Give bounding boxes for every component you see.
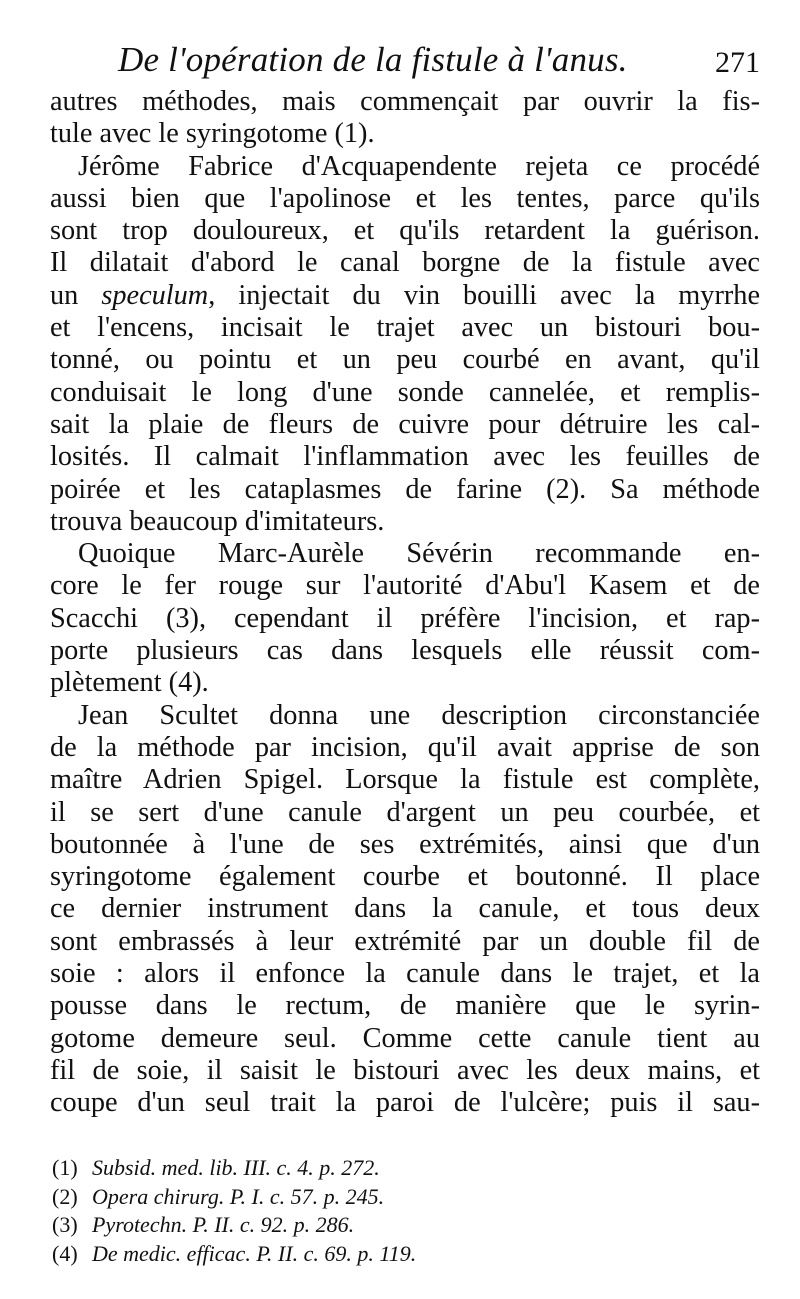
footnote-marker: (4) xyxy=(52,1240,78,1266)
text-line: trouva beaucoup d'imitateurs. xyxy=(50,505,385,537)
footnote-marker: (3) xyxy=(52,1212,78,1237)
footnote-marker: (1) xyxy=(52,1155,78,1180)
text-line: Scacchi (3), cependant il préfère l'incision, et rap- xyxy=(50,602,760,634)
page-header xyxy=(110,38,770,82)
text-line: core le fer rouge sur l'autorité d'Abu'l Kasem et de xyxy=(50,570,760,602)
text-line: syringotome également courbe et boutonné. Il place xyxy=(50,861,760,893)
footnote-reference: Subsid. med. lib. III. c. 4. p. 272. xyxy=(92,1155,380,1180)
text-line: pousse dans le rectum, de manière que le syrin- xyxy=(50,990,760,1022)
text-line: un speculum, injectait du vin bouilli avec la myrrhe xyxy=(50,279,760,311)
text-line: coupe d'un seul trait la paroi de l'ulcère; puis il sau- xyxy=(50,1087,760,1119)
body-text xyxy=(50,86,760,1120)
text-line: maître Adrien Spigel. Lorsque la fistule est complète, xyxy=(50,764,760,796)
text-line: ce dernier instrument dans la canule, et tous deux xyxy=(50,893,760,925)
running-title: De l'opération de la fistule à l'anus. xyxy=(118,40,628,79)
text-line: boutonnée à l'une de ses extrémités, ainsi que d'un xyxy=(50,828,760,860)
text-line: et l'encens, incisait le trajet avec un bistouri bou- xyxy=(50,312,760,344)
text-line: losités. Il calmait l'inflammation avec les feuilles de xyxy=(50,441,760,473)
text-line: gotome demeure seul. Comme cette canule tient au xyxy=(50,1022,760,1054)
text-line: tonné, ou pointu et un peu courbé en avant, qu'il xyxy=(50,344,760,376)
footnote xyxy=(52,1154,652,1183)
text-line: plètement (4). xyxy=(50,667,209,699)
footnote xyxy=(52,1240,652,1269)
text-line: aussi bien que l'apolinose et les tentes, parce qu'ils xyxy=(50,182,760,214)
text-line: soie : alors il enfonce la canule dans le trajet, et la xyxy=(50,958,760,990)
footnote-reference: Pyrotechn. P. II. c. 92. p. 286. xyxy=(92,1212,355,1237)
text-line: tule avec le syringotome (1). xyxy=(50,118,375,150)
emphasized-word: speculum xyxy=(101,279,209,311)
footnote xyxy=(52,1183,652,1212)
text-line: Jean Scultet donna une description circonstanciée xyxy=(78,699,760,731)
footnotes xyxy=(52,1154,652,1268)
text-line: poirée et les cataplasmes de farine (2). Sa méthode xyxy=(50,473,760,505)
text-line: porte plusieurs cas dans lesquels elle réussit com- xyxy=(50,635,760,667)
footnote-reference: De medic. efficac. P. II. c. 69. p. 119. xyxy=(92,1240,417,1266)
text-line: il se sert d'une canule d'argent un peu courbée, et xyxy=(50,796,760,828)
text-line: de la méthode par incision, qu'il avait apprise de son xyxy=(50,731,760,763)
text-line: Quoique Marc-Aurèle Sévérin recommande en- xyxy=(78,538,760,570)
text-line: sont trop douloureux, et qu'ils retardent la guérison. xyxy=(50,215,760,247)
page-number: 271 xyxy=(715,46,760,79)
text-line: sait la plaie de fleurs de cuivre pour détruire les cal- xyxy=(50,408,760,440)
text-line: Jérôme Fabrice d'Acquapendente rejeta ce procédé xyxy=(78,150,760,182)
footnote-marker: (2) xyxy=(52,1183,78,1209)
footnote-reference: Opera chirurg. P. I. c. 57. p. 245. xyxy=(92,1183,385,1209)
text-line: conduisait le long d'une sonde cannelée, et remplis- xyxy=(50,376,760,408)
text-line: fil de soie, il saisit le bistouri avec les deux mains, et xyxy=(50,1054,760,1086)
text-line: autres méthodes, mais commençait par ouvrir la fis- xyxy=(50,86,760,117)
text-line: Il dilatait d'abord le canal borgne de la fistule avec xyxy=(50,247,760,279)
footnote xyxy=(52,1211,652,1240)
text-line: sont embrassés à leur extrémité par un double fil de xyxy=(50,925,760,957)
